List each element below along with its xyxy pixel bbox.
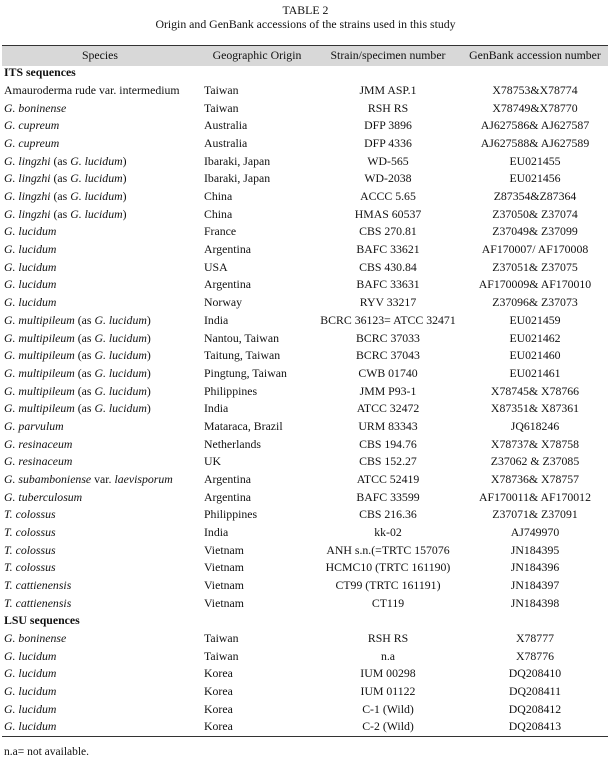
genus-abbrev: G. xyxy=(4,330,19,345)
genbank-cell: X78737& X78758 xyxy=(490,436,580,451)
strain-cell: ANH s.n.(=TRTC 157076 xyxy=(326,542,450,557)
species-cell xyxy=(4,665,56,683)
species-cell xyxy=(4,718,56,736)
species-note: (as G. lucidum) xyxy=(50,153,127,168)
strain-cell: WD-565 xyxy=(367,153,409,168)
strain-cell: DFP 3896 xyxy=(364,118,412,133)
origin-cell: Australia xyxy=(204,118,248,133)
genus-abbrev: G. xyxy=(4,153,19,168)
species-epithet: colossus xyxy=(15,560,56,575)
species-cell xyxy=(4,559,56,577)
genus-abbrev: G. xyxy=(4,118,19,133)
genus-abbrev: T. xyxy=(4,578,16,593)
species-epithet: lucidum xyxy=(18,295,57,310)
table-row xyxy=(0,683,611,701)
species-epithet: lucidum xyxy=(18,648,57,663)
genus-abbrev: T. xyxy=(4,525,16,539)
origin-cell: Taiwan xyxy=(204,100,239,115)
genbank-cell: AJ627586& AJ627587 xyxy=(480,118,590,133)
species-cell xyxy=(4,312,151,330)
genus-abbrev: T. xyxy=(4,507,16,522)
species-cell xyxy=(4,648,56,666)
species-epithet: lucidum xyxy=(18,684,57,699)
origin-cell: Australia xyxy=(204,136,248,151)
species-epithet: colossus xyxy=(15,542,56,557)
origin-cell: Ibaraki, Japan xyxy=(204,153,271,168)
table-row xyxy=(0,259,611,277)
origin-cell: Korea xyxy=(204,666,233,681)
strain-cell: C-1 (Wild) xyxy=(362,701,414,716)
species-cell xyxy=(4,595,71,613)
species-note: (as G. lucidum) xyxy=(74,401,151,416)
species-cell xyxy=(4,365,151,383)
genus-abbrev: G. xyxy=(4,701,19,716)
genbank-cell: DQ208410 xyxy=(508,666,562,681)
origin-cell: Argentina xyxy=(204,242,251,257)
table-row xyxy=(0,312,611,330)
species-epithet: multipileum xyxy=(18,383,75,398)
species-epithet: colossus xyxy=(15,525,56,539)
genbank-cell: X78776 xyxy=(515,648,554,663)
species-epithet: parvulum xyxy=(18,418,64,433)
table-row xyxy=(0,471,611,489)
table-row xyxy=(0,117,611,135)
species-epithet: cupreum xyxy=(18,118,60,133)
table-row xyxy=(0,701,611,719)
origin-cell: Netherlands xyxy=(204,436,261,451)
strain-cell: C-2 (Wild) xyxy=(362,719,414,734)
species-epithet: lucidum xyxy=(18,224,57,239)
table-row xyxy=(0,630,611,648)
strain-cell: CBS 270.81 xyxy=(359,224,417,239)
species-epithet: multipileum xyxy=(18,330,75,345)
species-cell xyxy=(4,453,72,471)
species-epithet: tuberculosum xyxy=(18,489,83,504)
strain-cell: BCRC 37043 xyxy=(356,348,420,363)
genbank-cell: X78745& X78766 xyxy=(490,383,580,398)
origin-cell: Vietnam xyxy=(204,595,244,610)
strain-cell: CT119 xyxy=(371,595,405,610)
genbank-cell: Z37051& Z37075 xyxy=(492,259,578,274)
genus-abbrev: G. xyxy=(4,454,19,469)
origin-cell: India xyxy=(204,525,229,539)
genus-abbrev: G. xyxy=(4,648,19,663)
species-epithet: boninense xyxy=(18,100,67,115)
strain-cell: WD-2038 xyxy=(364,171,412,186)
genbank-cell: X78749&X78770 xyxy=(492,100,578,115)
genbank-cell: X78777 xyxy=(515,631,554,646)
strain-cell: CWB 01740 xyxy=(358,365,418,380)
table-row xyxy=(0,648,611,666)
species-cell xyxy=(4,259,56,277)
section-lsu xyxy=(0,612,611,630)
origin-cell: Ibaraki, Japan xyxy=(204,171,271,186)
species-cell xyxy=(4,418,64,436)
origin-cell: China xyxy=(204,206,233,221)
genus-abbrev: G. xyxy=(4,666,19,681)
strain-cell: n.a xyxy=(380,648,396,663)
genus-abbrev: G. xyxy=(4,719,19,734)
species-epithet: cupreum xyxy=(18,136,60,151)
strain-cell: JMM ASP.1 xyxy=(359,83,417,97)
species-epithet: lingzhi xyxy=(18,206,51,221)
genus-abbrev: G. xyxy=(4,312,19,327)
origin-cell: Vietnam xyxy=(204,560,244,575)
genbank-cell: Z87354&Z87364 xyxy=(493,189,577,204)
bottom-rule xyxy=(2,736,608,737)
origin-cell: Vietnam xyxy=(204,578,244,593)
table-subtitle: Origin and GenBank accessions of the strains used in this study xyxy=(155,17,456,31)
table-header-row xyxy=(0,47,611,65)
species-epithet: lucidum xyxy=(18,701,57,716)
genbank-cell: Z37050& Z37074 xyxy=(492,206,578,221)
strain-cell: BAFC 33631 xyxy=(356,277,420,292)
table-row xyxy=(0,595,611,613)
header-origin: Geographic Origin xyxy=(212,48,302,62)
genbank-cell: EU021459 xyxy=(509,312,561,327)
genbank-cell: AJ749970 xyxy=(510,525,560,539)
table-row xyxy=(0,276,611,294)
origin-cell: Vietnam xyxy=(204,542,244,557)
genbank-cell: AF170007/ AF170008 xyxy=(481,242,589,257)
strain-cell: IUM 00298 xyxy=(360,666,416,681)
genus-abbrev: G. xyxy=(4,224,19,239)
genbank-cell: EU021461 xyxy=(509,365,561,380)
genus-abbrev: G. xyxy=(4,206,19,221)
table-row xyxy=(0,559,611,577)
species-epithet: lucidum xyxy=(18,277,57,292)
strain-cell: HCMC10 (TRTC 161190) xyxy=(325,560,451,575)
species-cell xyxy=(4,223,56,241)
origin-cell: USA xyxy=(204,259,228,274)
origin-cell: Argentina xyxy=(204,277,251,292)
strain-cell: ATCC 32472 xyxy=(356,401,420,416)
genbank-cell: JN184397 xyxy=(510,578,560,593)
genbank-cell: JN184395 xyxy=(510,542,560,557)
table-row xyxy=(0,223,611,241)
species-epithet: lucidum xyxy=(18,259,57,274)
table-row xyxy=(0,153,611,171)
strain-cell: CBS 216.36 xyxy=(359,507,417,522)
genbank-cell: EU021462 xyxy=(509,330,561,345)
species-epithet: lucidum xyxy=(18,242,57,257)
species-cell xyxy=(4,630,66,648)
section-lsu-label: LSU sequences xyxy=(4,613,80,628)
species-epithet: lucidum xyxy=(18,666,57,681)
species-cell xyxy=(4,524,56,542)
genbank-cell: Z37049& Z37099 xyxy=(492,224,578,239)
header-strain: Strain/specimen number xyxy=(330,48,446,62)
table-row xyxy=(0,294,611,312)
genus-abbrev: G. xyxy=(4,365,19,380)
genus-abbrev: G. xyxy=(4,383,19,398)
genbank-cell: X78736& X78757 xyxy=(490,471,580,486)
strain-cell: BCRC 36123= ATCC 32471 xyxy=(320,312,456,327)
origin-cell: Philippines xyxy=(204,383,258,398)
table-row xyxy=(0,330,611,348)
origin-cell: Nantou, Taiwan xyxy=(204,330,279,345)
genus-abbrev: G. xyxy=(4,242,19,257)
genus-abbrev: G. xyxy=(4,189,19,204)
species-cell xyxy=(4,383,151,401)
strain-cell: IUM 01122 xyxy=(360,684,416,699)
species-epithet: multipileum xyxy=(18,312,75,327)
species-cell xyxy=(4,436,72,454)
origin-cell: UK xyxy=(204,454,222,469)
species-epithet: resinaceum xyxy=(18,436,73,451)
species-cell xyxy=(4,153,127,171)
table-row xyxy=(0,135,611,153)
genbank-cell: JN184398 xyxy=(510,595,560,610)
origin-cell: India xyxy=(204,312,229,327)
species-note: (as G. lucidum) xyxy=(74,365,151,380)
strain-cell: CBS 194.76 xyxy=(359,436,417,451)
table-row xyxy=(0,506,611,524)
genus-abbrev: T. xyxy=(4,560,16,575)
table-row xyxy=(0,365,611,383)
strain-cell: CBS 152.27 xyxy=(359,454,417,469)
origin-cell: Korea xyxy=(204,701,233,716)
genus-abbrev: G. xyxy=(4,259,19,274)
genbank-cell: AF170009& AF170010 xyxy=(478,277,592,292)
species-cell xyxy=(4,135,59,153)
species-note: (as G. lucidum) xyxy=(74,383,151,398)
genbank-cell: EU021456 xyxy=(509,171,561,186)
table-row xyxy=(0,383,611,401)
genus-abbrev: G. xyxy=(4,277,19,292)
species-cell xyxy=(4,82,180,100)
table-row xyxy=(0,170,611,188)
strain-cell: CBS 430.84 xyxy=(359,259,417,274)
species-epithet: lingzhi xyxy=(18,171,51,186)
table-row xyxy=(0,418,611,436)
strain-cell: HMAS 60537 xyxy=(354,206,422,221)
species-note: (as G. lucidum) xyxy=(50,206,127,221)
strain-cell: JMM P93-1 xyxy=(359,383,417,398)
origin-cell: Mataraca, Brazil xyxy=(204,418,283,433)
genus-abbrev: G. xyxy=(4,471,19,486)
species-note: (as G. lucidum) xyxy=(74,330,151,345)
species-cell xyxy=(4,489,82,507)
species-cell xyxy=(4,241,56,259)
header-genbank: GenBank accession number xyxy=(469,48,601,62)
origin-cell: Philippines xyxy=(204,507,258,522)
origin-cell: Argentina xyxy=(204,471,251,486)
footnote: n.a= not available. xyxy=(4,746,90,758)
species-cell xyxy=(4,188,127,206)
origin-cell: Taiwan xyxy=(204,648,239,663)
genus-abbrev: T. xyxy=(4,595,16,610)
species-cell xyxy=(4,400,151,418)
origin-cell: Taitung, Taiwan xyxy=(204,348,281,363)
species-epithet: lingzhi xyxy=(18,153,51,168)
species-epithet: lingzhi xyxy=(18,189,51,204)
species-cell xyxy=(4,701,56,719)
strain-cell: BAFC 33621 xyxy=(356,242,420,257)
genbank-cell: JN184396 xyxy=(510,560,560,575)
genus-abbrev: G. xyxy=(4,489,19,504)
strain-cell: DFP 4336 xyxy=(364,136,412,151)
genus-abbrev: G. xyxy=(4,136,19,151)
table-row xyxy=(0,718,611,736)
species-note: (as G. lucidum) xyxy=(74,348,151,363)
genbank-cell: DQ208413 xyxy=(508,719,562,734)
species-epithet: colossus xyxy=(15,507,56,522)
section-its-label: ITS sequences xyxy=(4,65,76,79)
genbank-cell: AJ627588& AJ627589 xyxy=(480,136,590,151)
strain-cell: URM 83343 xyxy=(358,418,418,433)
species-cell xyxy=(4,330,151,348)
genus-abbrev: G. xyxy=(4,171,19,186)
table-row xyxy=(0,577,611,595)
species-cell xyxy=(4,683,56,701)
species-cell xyxy=(4,117,59,135)
table-row xyxy=(0,665,611,683)
origin-cell: Norway xyxy=(204,295,243,310)
genus-abbrev: G. xyxy=(4,684,19,699)
genbank-cell: EU021455 xyxy=(509,153,561,168)
genbank-cell: DQ208412 xyxy=(508,701,562,716)
strain-cell: kk-02 xyxy=(374,525,402,539)
strain-cell: RSH RS xyxy=(367,100,409,115)
species-cell xyxy=(4,542,56,560)
strain-cell: RSH RS xyxy=(367,631,409,646)
species-epithet: boninense xyxy=(18,631,67,646)
genbank-cell: X78753&X78774 xyxy=(492,83,578,97)
genbank-cell: EU021460 xyxy=(509,348,561,363)
genus-abbrev: G. xyxy=(4,436,19,451)
strain-cell: ACCC 5.65 xyxy=(360,189,416,204)
strain-cell: RYV 33217 xyxy=(359,295,417,310)
table-row xyxy=(0,453,611,471)
genus-abbrev: G. xyxy=(4,100,19,115)
species-epithet: cattienensis xyxy=(15,578,72,593)
strain-cell: ATCC 52419 xyxy=(356,471,420,486)
species-cell xyxy=(4,506,56,524)
genbank-cell: Z37096& Z37073 xyxy=(492,295,578,310)
genbank-cell: Z37062 & Z37085 xyxy=(490,454,580,469)
table-row xyxy=(0,241,611,259)
table-row xyxy=(0,524,611,542)
species-epithet: multipileum xyxy=(18,365,75,380)
species-epithet: lucidum xyxy=(18,719,57,734)
genus-abbrev: G. xyxy=(4,418,19,433)
species-epithet: resinaceum xyxy=(18,454,73,469)
origin-cell: Argentina xyxy=(204,489,251,504)
strain-cell: BCRC 37033 xyxy=(356,330,420,345)
table-row xyxy=(0,400,611,418)
species-epithet: cattienensis xyxy=(15,595,72,610)
table-row xyxy=(0,100,611,118)
table-row xyxy=(0,436,611,454)
species-epithet: multipileum xyxy=(18,401,75,416)
species-cell xyxy=(4,276,56,294)
section-its xyxy=(0,64,611,82)
table-row xyxy=(0,542,611,560)
species-cell xyxy=(4,471,173,489)
genbank-cell: X87351& X87361 xyxy=(490,401,580,416)
table-row xyxy=(0,489,611,507)
origin-cell: Korea xyxy=(204,719,233,734)
species-note: (as G. lucidum) xyxy=(50,189,127,204)
origin-cell: Taiwan xyxy=(204,83,239,97)
species-cell xyxy=(4,100,66,118)
species-cell xyxy=(4,206,127,224)
genbank-cell: DQ208411 xyxy=(509,684,561,699)
species-cell xyxy=(4,170,127,188)
genbank-cell: JQ618246 xyxy=(510,418,560,433)
species-note: (as G. lucidum) xyxy=(50,171,127,186)
strain-cell: BAFC 33599 xyxy=(356,489,420,504)
species-note: (as G. lucidum) xyxy=(74,312,151,327)
origin-cell: Korea xyxy=(204,684,233,699)
species-epithet: Amauroderma rude var. intermedium xyxy=(4,83,180,97)
table-row xyxy=(0,188,611,206)
genus-abbrev: G. xyxy=(4,295,19,310)
origin-cell: India xyxy=(204,401,229,416)
origin-cell: France xyxy=(204,224,237,239)
genus-abbrev: T. xyxy=(4,542,16,557)
genbank-cell: Z37071& Z37091 xyxy=(492,507,578,522)
table-title: TABLE 2 xyxy=(282,3,329,17)
genus-abbrev: G. xyxy=(4,401,19,416)
strain-cell: CT99 (TRTC 161191) xyxy=(335,578,441,593)
header-species: Species xyxy=(81,48,119,62)
genus-abbrev: G. xyxy=(4,348,19,363)
table-row xyxy=(0,82,611,100)
genus-abbrev: G. xyxy=(4,631,19,646)
origin-cell: Taiwan xyxy=(204,631,239,646)
table-row xyxy=(0,347,611,365)
origin-cell: China xyxy=(204,189,233,204)
table-row xyxy=(0,206,611,224)
species-cell xyxy=(4,347,151,365)
origin-cell: Pingtung, Taiwan xyxy=(204,365,287,380)
species-cell xyxy=(4,294,56,312)
genbank-cell: AF170011& AF170012 xyxy=(479,489,591,504)
species-epithet: multipileum xyxy=(18,348,75,363)
species-cell xyxy=(4,577,71,595)
species-epithet: subamboniense var. laevisporum xyxy=(18,471,173,486)
